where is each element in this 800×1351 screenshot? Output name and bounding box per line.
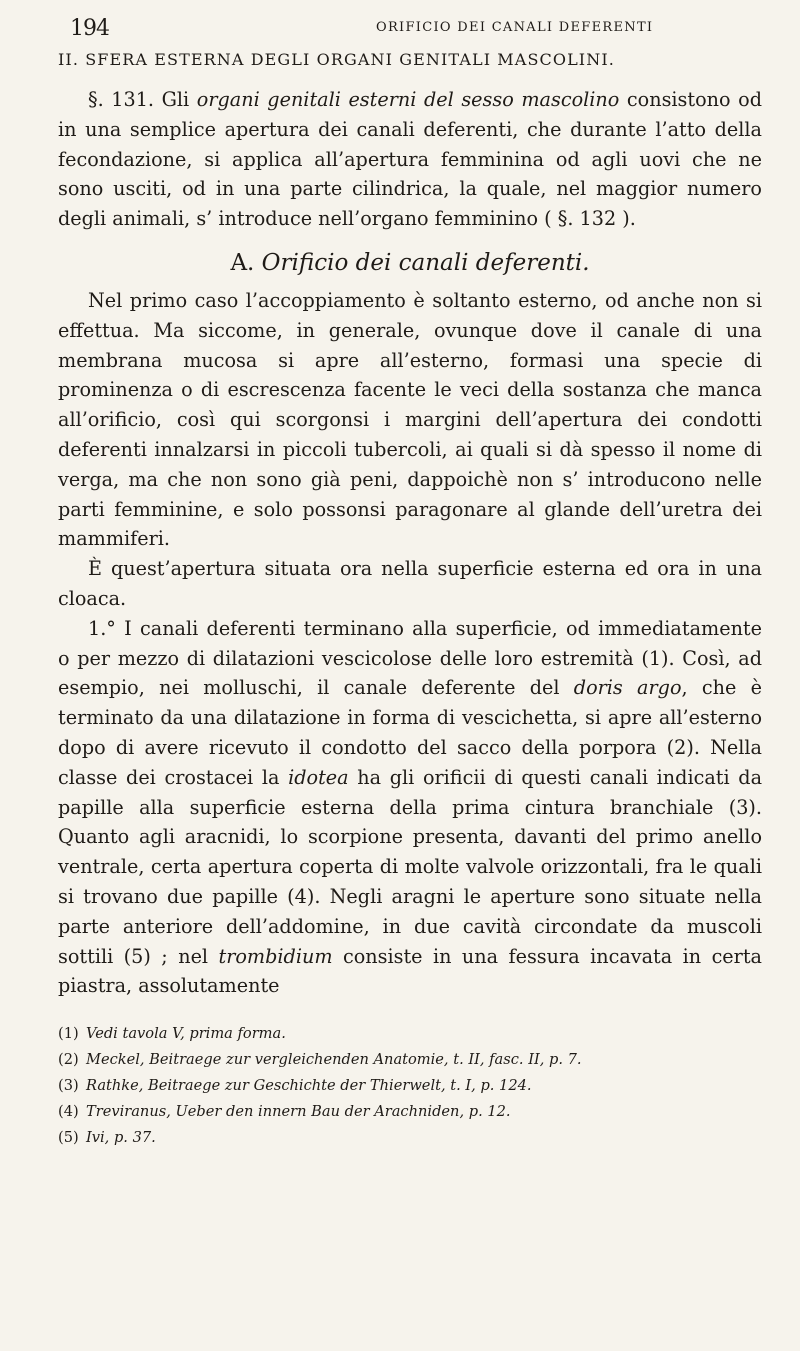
page-number: 194: [70, 16, 109, 41]
paragraph-canali-deferenti: [58, 614, 762, 1001]
subheading-prefix: A.: [230, 249, 262, 276]
paragraph-131-italic: organi genitali esterni del sesso mascolino: [196, 88, 620, 111]
paragraph-131-lead: §. 131. Gli: [88, 88, 197, 111]
footnote-text: Vedi tavola V, prima forma.: [86, 1025, 286, 1043]
footnote: [58, 1073, 762, 1099]
footnote-text: Ivi, p. 37.: [86, 1129, 156, 1147]
section-heading: II. SFERA ESTERNA DEGLI ORGANI GENITALI MASCOLINI.: [58, 50, 615, 69]
paragraph-apertura: È quest’apertura situata ora nella superficie esterna ed ora in una cloaca.: [58, 557, 762, 610]
footnote-mark: (5): [58, 1129, 79, 1147]
running-title: ORIFICIO DEI CANALI DEFERENTI: [376, 20, 654, 35]
footnote: [58, 1021, 762, 1047]
footnote-mark: (4): [58, 1103, 79, 1121]
running-head: [58, 0, 762, 44]
footnote-text: Treviranus, Ueber den innern Bau der Arachniden, p. 12.: [86, 1103, 511, 1121]
footnote: [58, 1125, 762, 1151]
paragraph-131-rest: consistono od in una semplice apertura dei canali deferenti, che durante l’atto della fecondazione, si applica all’apertura femminina od agli uovi che ne sono usciti, od in una parte cilindrica, la quale, nel maggior numero degli animali, s’ introduce nell’organo femminino ( §. 132 ).: [58, 88, 762, 231]
footnote-mark: (2): [58, 1051, 79, 1069]
subheading: [58, 250, 762, 276]
paragraph-canali-italic-2: idotea: [288, 765, 349, 789]
footnotes: [58, 1021, 762, 1151]
footnote: [58, 1099, 762, 1125]
subheading-title: Orificio dei canali deferenti.: [261, 249, 590, 276]
footnote-mark: (3): [58, 1077, 79, 1095]
footnote-mark: (1): [58, 1025, 79, 1043]
paragraph-canali-part-3: ha gli orificii di questi canali indicati da papille alla superficie esterna della prima cintura branchiale (3). Quanto agli aracnidi, lo scorpione presenta, davanti del primo anello ventrale, certa apertura coperta di molte valvole orizzontali, fra le quali si trovano due papille (4). Negli aragni le aperture sono situate nella parte anteriore dell’addomine, in due cavità circondate da muscoli sottili (5) ; nel: [58, 765, 763, 968]
footnote-text: Meckel, Beitraege zur vergleichenden Anatomie, t. II, fasc. II, p. 7.: [86, 1051, 582, 1069]
paragraph-accoppiamento: Nel primo caso l’accoppiamento è soltanto esterno, od anche non si effettua. Ma siccome, in generale, ovunque dove il canale di una membrana mucosa si apre all’esterno, formasi una specie di prominenza o di escrescenza facente le veci della sostanza che manca all’orificio, così qui scorgonsi i margini dell’apertura dei condotti deferenti innalzarsi in piccoli tubercoli, ai quali si dà spesso il nome di verga, ma che non sono già peni, dappoichè non s’ introducono nelle parti femminine, e solo possonsi paragonare al glande dell’uretra dei mammiferi.: [58, 288, 762, 551]
footnote-text: Rathke, Beitraege zur Geschichte der Thierwelt, t. I, p. 124.: [86, 1077, 532, 1095]
paragraph-canali-part-1: 1.° I canali deferenti terminano alla superficie, od immediatamente o per mezzo di dilatazioni vescicolose delle loro estremità (1). Così, ad esempio, nei molluschi, il canale deferente del: [58, 616, 762, 700]
paragraph-canali-italic-3: trombidium: [218, 944, 333, 968]
paragraph-canali-part-2: , che è terminato da una dilatazione in forma di vescichetta, si apre all’esterno dopo di avere ricevuto il condotto del sacco della porpora (2). Nella classe dei crostacei la: [58, 676, 762, 789]
paragraph-canali-part-4: consiste in una fessura incavata in certa piastra, assolutamente: [58, 944, 762, 998]
paragraph-131: [58, 85, 762, 234]
footnote: [58, 1047, 762, 1073]
paragraph-canali-italic-1: doris argo: [573, 676, 682, 700]
